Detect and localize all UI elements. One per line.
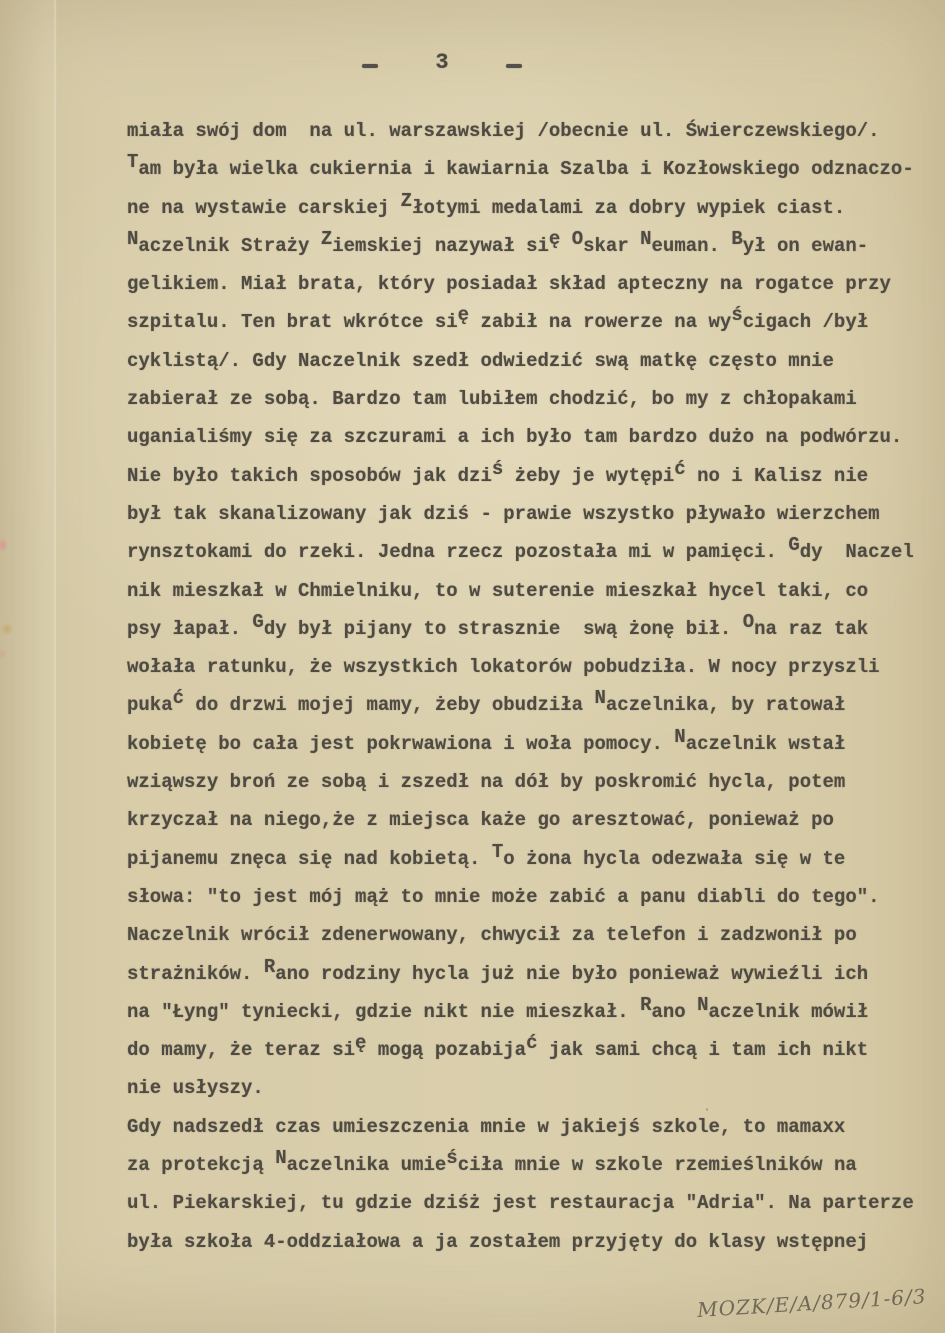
text-line: Tam była wielka cukiernia i kawiarnia Szalba i Kozłowskiego odznaczo-	[127, 151, 914, 181]
text-line: Nie było takich sposobów jak dziś żeby je wytępić no i Kalisz nie	[127, 457, 869, 487]
text-line: do mamy, że teraz się mogą pozabijać jak sami chcą i tam ich nikt	[127, 1032, 869, 1062]
text-line: Naczelnik Straży Ziemskiej nazywał się Oskar Neuman. Był on ewan-	[127, 227, 869, 257]
text-line: ul. Piekarskiej, tu gdzie dziśż jest restauracja "Adria". Na parterze	[127, 1192, 914, 1215]
text-line: krzyczał na niego,że z miejsca każe go aresztować, ponieważ po	[127, 809, 834, 832]
typewritten-text-block	[127, 112, 942, 1261]
text-line: strażników. Rano rodziny hycla już nie było ponieważ wywieźli ich	[127, 955, 869, 985]
page-number-dash-right	[506, 64, 522, 68]
text-line: pijanemu znęca się nad kobietą. To żona hycla odezwała się w te	[127, 840, 846, 870]
paper-crease	[54, 0, 56, 1333]
page-number	[362, 52, 522, 74]
text-line: Gdy nadszedł czas umieszczenia mnie w jakiejś szkole, to mamaxx	[127, 1115, 846, 1138]
text-line: pukać do drzwi mojej mamy, żeby obudziła Naczelnika, by ratował	[127, 687, 846, 717]
text-line: cyklistą/. Gdy Naczelnik szedł odwiedzić swą matkę często mnie	[127, 349, 834, 372]
text-line: była szkoła 4-oddziałowa a ja zostałem przyjęty do klasy wstępnej	[127, 1230, 869, 1253]
paper-stain	[1, 622, 13, 636]
text-line: wołała ratunku, że wszystkich lokatorów pobudziła. W nocy przyszli	[127, 656, 880, 679]
text-line: uganialiśmy się za szczurami a ich było tam bardzo dużo na podwórzu.	[127, 426, 903, 449]
text-line: rynsztokami do rzeki. Jedna rzecz pozostała mi w pamięci. Gdy Naczel	[127, 534, 914, 564]
text-line: psy łapał. Gdy był pijany to strasznie swą żonę bił. Ona raz tak	[127, 610, 869, 640]
text-line: ne na wystawie carskiej Złotymi medalami za dobry wypiek ciast.	[127, 189, 846, 219]
text-line: Naczelnik wrócił zdenerwowany, chwycił za telefon i zadzwonił po	[127, 924, 857, 947]
text-line: zabierał ze sobą. Bardzo tam lubiłem chodzić, bo my z chłopakami	[127, 388, 857, 411]
paper-stain	[0, 536, 7, 554]
text-line: słowa: "to jest mój mąż to mnie może zabić a panu diabli do tego".	[127, 885, 880, 908]
text-line: nie usłyszy.	[127, 1077, 264, 1100]
page-number-dash-left	[362, 64, 378, 68]
text-line: gelikiem. Miał brata, który posiadał skład apteczny na rogatce przy	[127, 273, 891, 296]
paper-speck	[519, 122, 522, 125]
text-line: za protekcją Naczelnika umieściła mnie w szkole rzemieślników na	[127, 1147, 857, 1177]
paper-stain	[0, 648, 6, 660]
paper-speck	[706, 1108, 708, 1111]
text-line: szpitalu. Ten brat wkrótce się zabił na rowerze na wyścigach /był	[127, 304, 869, 334]
paper-speck	[302, 703, 304, 705]
text-line: miała swój dom na ul. warszawskiej /obecnie ul. Świerczewskiego/.	[127, 120, 880, 142]
text-line: był tak skanalizowany jak dziś - prawie wszystko pływało wierzchem	[127, 502, 880, 525]
page-number-value: 3	[435, 50, 449, 75]
text-line: nik mieszkał w Chmielniku, to w suterenie mieszkał hycel taki, co	[127, 579, 869, 602]
archival-reference-handwriting: MOZK/E/A/879/1-6/3	[696, 1284, 928, 1322]
text-line: wziąwszy broń ze sobą i zszedł na dół by poskromić hycla, potem	[127, 771, 846, 794]
text-line: na "Łyng" tyniecki, gdzie nikt nie mieszkał. Rano Naczelnik mówił	[127, 993, 869, 1023]
text-line: kobietę bo cała jest pokrwawiona i woła pomocy. Naczelnik wstał	[127, 725, 846, 755]
